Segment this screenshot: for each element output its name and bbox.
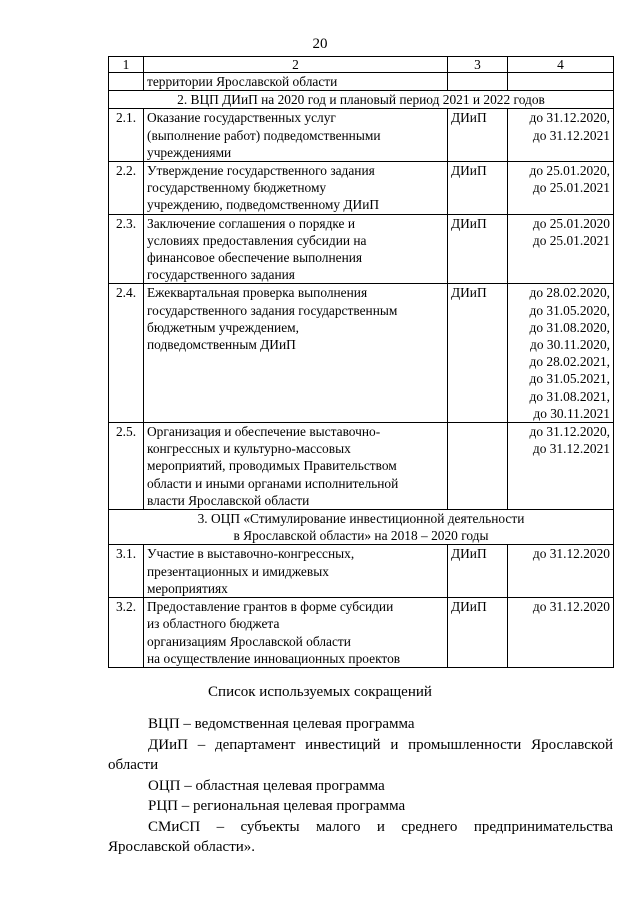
row-term [508, 109, 614, 162]
abbreviation-item: ВЦП – ведомственная целевая программа [148, 716, 415, 732]
row-term-line: до 31.12.2021 [532, 127, 610, 143]
header-cell: 2 [144, 57, 448, 73]
row-text-line: государственному бюджетному [147, 180, 327, 196]
abbreviation-item: ОЦП – областная целевая программа [148, 777, 385, 794]
table-row [109, 545, 614, 598]
table-row [109, 214, 614, 284]
row-term [508, 162, 614, 215]
row-executor: ДИиП [448, 214, 508, 284]
row-text-line: Организация и обеспечение выставочно- [147, 424, 381, 440]
row-executor [448, 73, 508, 91]
row-text-line: Заключение соглашения о порядке и [147, 215, 356, 231]
row-number: 2.1. [109, 109, 144, 162]
row-text [144, 284, 448, 423]
row-text-line: Утверждение государственного задания [147, 163, 375, 179]
table-row [109, 423, 614, 510]
row-term-line: до 28.02.2020, [529, 285, 610, 301]
table-header-row [109, 57, 614, 73]
abbreviation-item: СМиСП – субъекты малого и среднего предпринимательства Ярославской области». [108, 818, 613, 855]
row-text: территории Ярославской области [144, 73, 448, 91]
row-executor [448, 423, 508, 510]
abbreviation-item: РЦП – региональная целевая программа [148, 798, 406, 814]
page-number: 20 [312, 36, 328, 52]
row-text-line: на осуществление инновационных проектов [147, 650, 401, 666]
row-term-line: до 25.01.2021 [532, 232, 610, 248]
table-row [109, 109, 614, 162]
row-term-line: до 31.12.2020, [529, 110, 610, 126]
row-term-line: до 31.12.2020 [532, 599, 610, 615]
section-3-body [109, 545, 614, 667]
row-term-line: до 31.12.2021 [532, 441, 610, 457]
table-row [109, 284, 614, 423]
row-executor: ДИиП [448, 162, 508, 215]
row-term [508, 214, 614, 284]
row-text-line: Ежеквартальная проверка выполнения [147, 285, 368, 301]
row-text [144, 545, 448, 598]
row-text-line: мероприятиях [147, 580, 228, 596]
section-2-row [109, 91, 614, 109]
row-text [144, 162, 448, 215]
row-term-line: до 31.08.2020, [529, 319, 610, 335]
row-text-line: Оказание государственных услуг [147, 110, 336, 126]
row-term [508, 423, 614, 510]
row-term-line: до 25.01.2021 [532, 180, 610, 196]
row-term-line: до 25.01.2020, [529, 163, 610, 179]
row-term [508, 545, 614, 598]
row-text-line: власти Ярославской области [147, 492, 310, 508]
row-text-line: презентационных и имиджевых [147, 563, 329, 579]
row-executor: ДИиП [448, 109, 508, 162]
row-term-line: до 31.05.2021, [529, 371, 610, 387]
row-term-line: до 25.01.2020 [532, 215, 610, 231]
row-number [109, 73, 144, 91]
row-term-line: до 30.11.2021 [533, 405, 610, 421]
row-text [144, 423, 448, 510]
row-text-line: государственного задания [147, 267, 295, 283]
section-3-title-line: 3. ОЦП «Стимулирование инвестиционной деятельности [197, 511, 525, 527]
row-text-line: финансовое обеспечение выполнения [147, 250, 363, 266]
row-number: 2.5. [109, 423, 144, 510]
abbreviation-item: ДИиП – департамент инвестиций и промышленности Ярославской области [108, 736, 613, 773]
row-term-line: до 30.11.2020, [530, 337, 610, 353]
row-text-line: конгрессных и культурно-массовых [147, 441, 351, 457]
row-term-line: до 31.12.2020 [532, 546, 610, 562]
row-term-line: до 31.12.2020, [529, 424, 610, 440]
row-text-line: бюджетным учреждением, [147, 319, 299, 335]
row-term [508, 598, 614, 668]
section-2-body [109, 109, 614, 510]
row-text [144, 109, 448, 162]
row-executor: ДИиП [448, 284, 508, 423]
row-term [508, 73, 614, 91]
row-text-line: мероприятий, проводимых Правительством [147, 458, 397, 474]
row-text-line: организациям Ярославской области [147, 633, 351, 649]
header-cell: 1 [109, 57, 144, 73]
row-term [508, 284, 614, 423]
row-text-line: государственного задания государственным [147, 302, 398, 318]
row-term-line: до 28.02.2021, [529, 354, 610, 370]
abbreviations-list [108, 714, 613, 858]
header-cell: 4 [508, 57, 614, 73]
row-executor: ДИиП [448, 598, 508, 668]
row-text-line: из областного бюджета [147, 616, 280, 632]
row-text-line: Предоставление грантов в форме субсидии [147, 599, 394, 615]
row-text-line: подведомственным ДИиП [147, 337, 296, 353]
row-number: 3.2. [109, 598, 144, 668]
abbreviations-title: Список используемых сокращений [208, 684, 432, 700]
row-text-line: условиях предоставления субсидии на [147, 232, 367, 248]
section-3-title [109, 510, 614, 545]
row-text-line: учреждению, подведомственному ДИиП [147, 197, 380, 213]
row-text [144, 214, 448, 284]
row-number: 2.3. [109, 214, 144, 284]
row-text-line: (выполнение работ) подведомственными [147, 127, 381, 143]
row-number: 2.2. [109, 162, 144, 215]
section-3-row [109, 510, 614, 545]
table-row-continuation [109, 73, 614, 91]
row-text-line: области и иными органами исполнительной [147, 475, 399, 491]
table-row [109, 162, 614, 215]
row-term-line: до 31.08.2021, [529, 388, 610, 404]
row-executor: ДИиП [448, 545, 508, 598]
table-row [109, 598, 614, 668]
section-2-title: 2. ВЦП ДИиП на 2020 год и плановый период 2021 и 2022 годов [109, 91, 614, 109]
row-text [144, 598, 448, 668]
row-number: 2.4. [109, 284, 144, 423]
row-text-line: учреждениями [147, 144, 232, 160]
section-3-title-line: в Ярославской области» на 2018 – 2020 годы [233, 528, 489, 544]
row-number: 3.1. [109, 545, 144, 598]
program-measures-table [108, 56, 614, 668]
row-text-line: Участие в выставочно-конгрессных, [147, 546, 355, 562]
row-term-line: до 31.05.2020, [529, 302, 610, 318]
header-cell: 3 [448, 57, 508, 73]
